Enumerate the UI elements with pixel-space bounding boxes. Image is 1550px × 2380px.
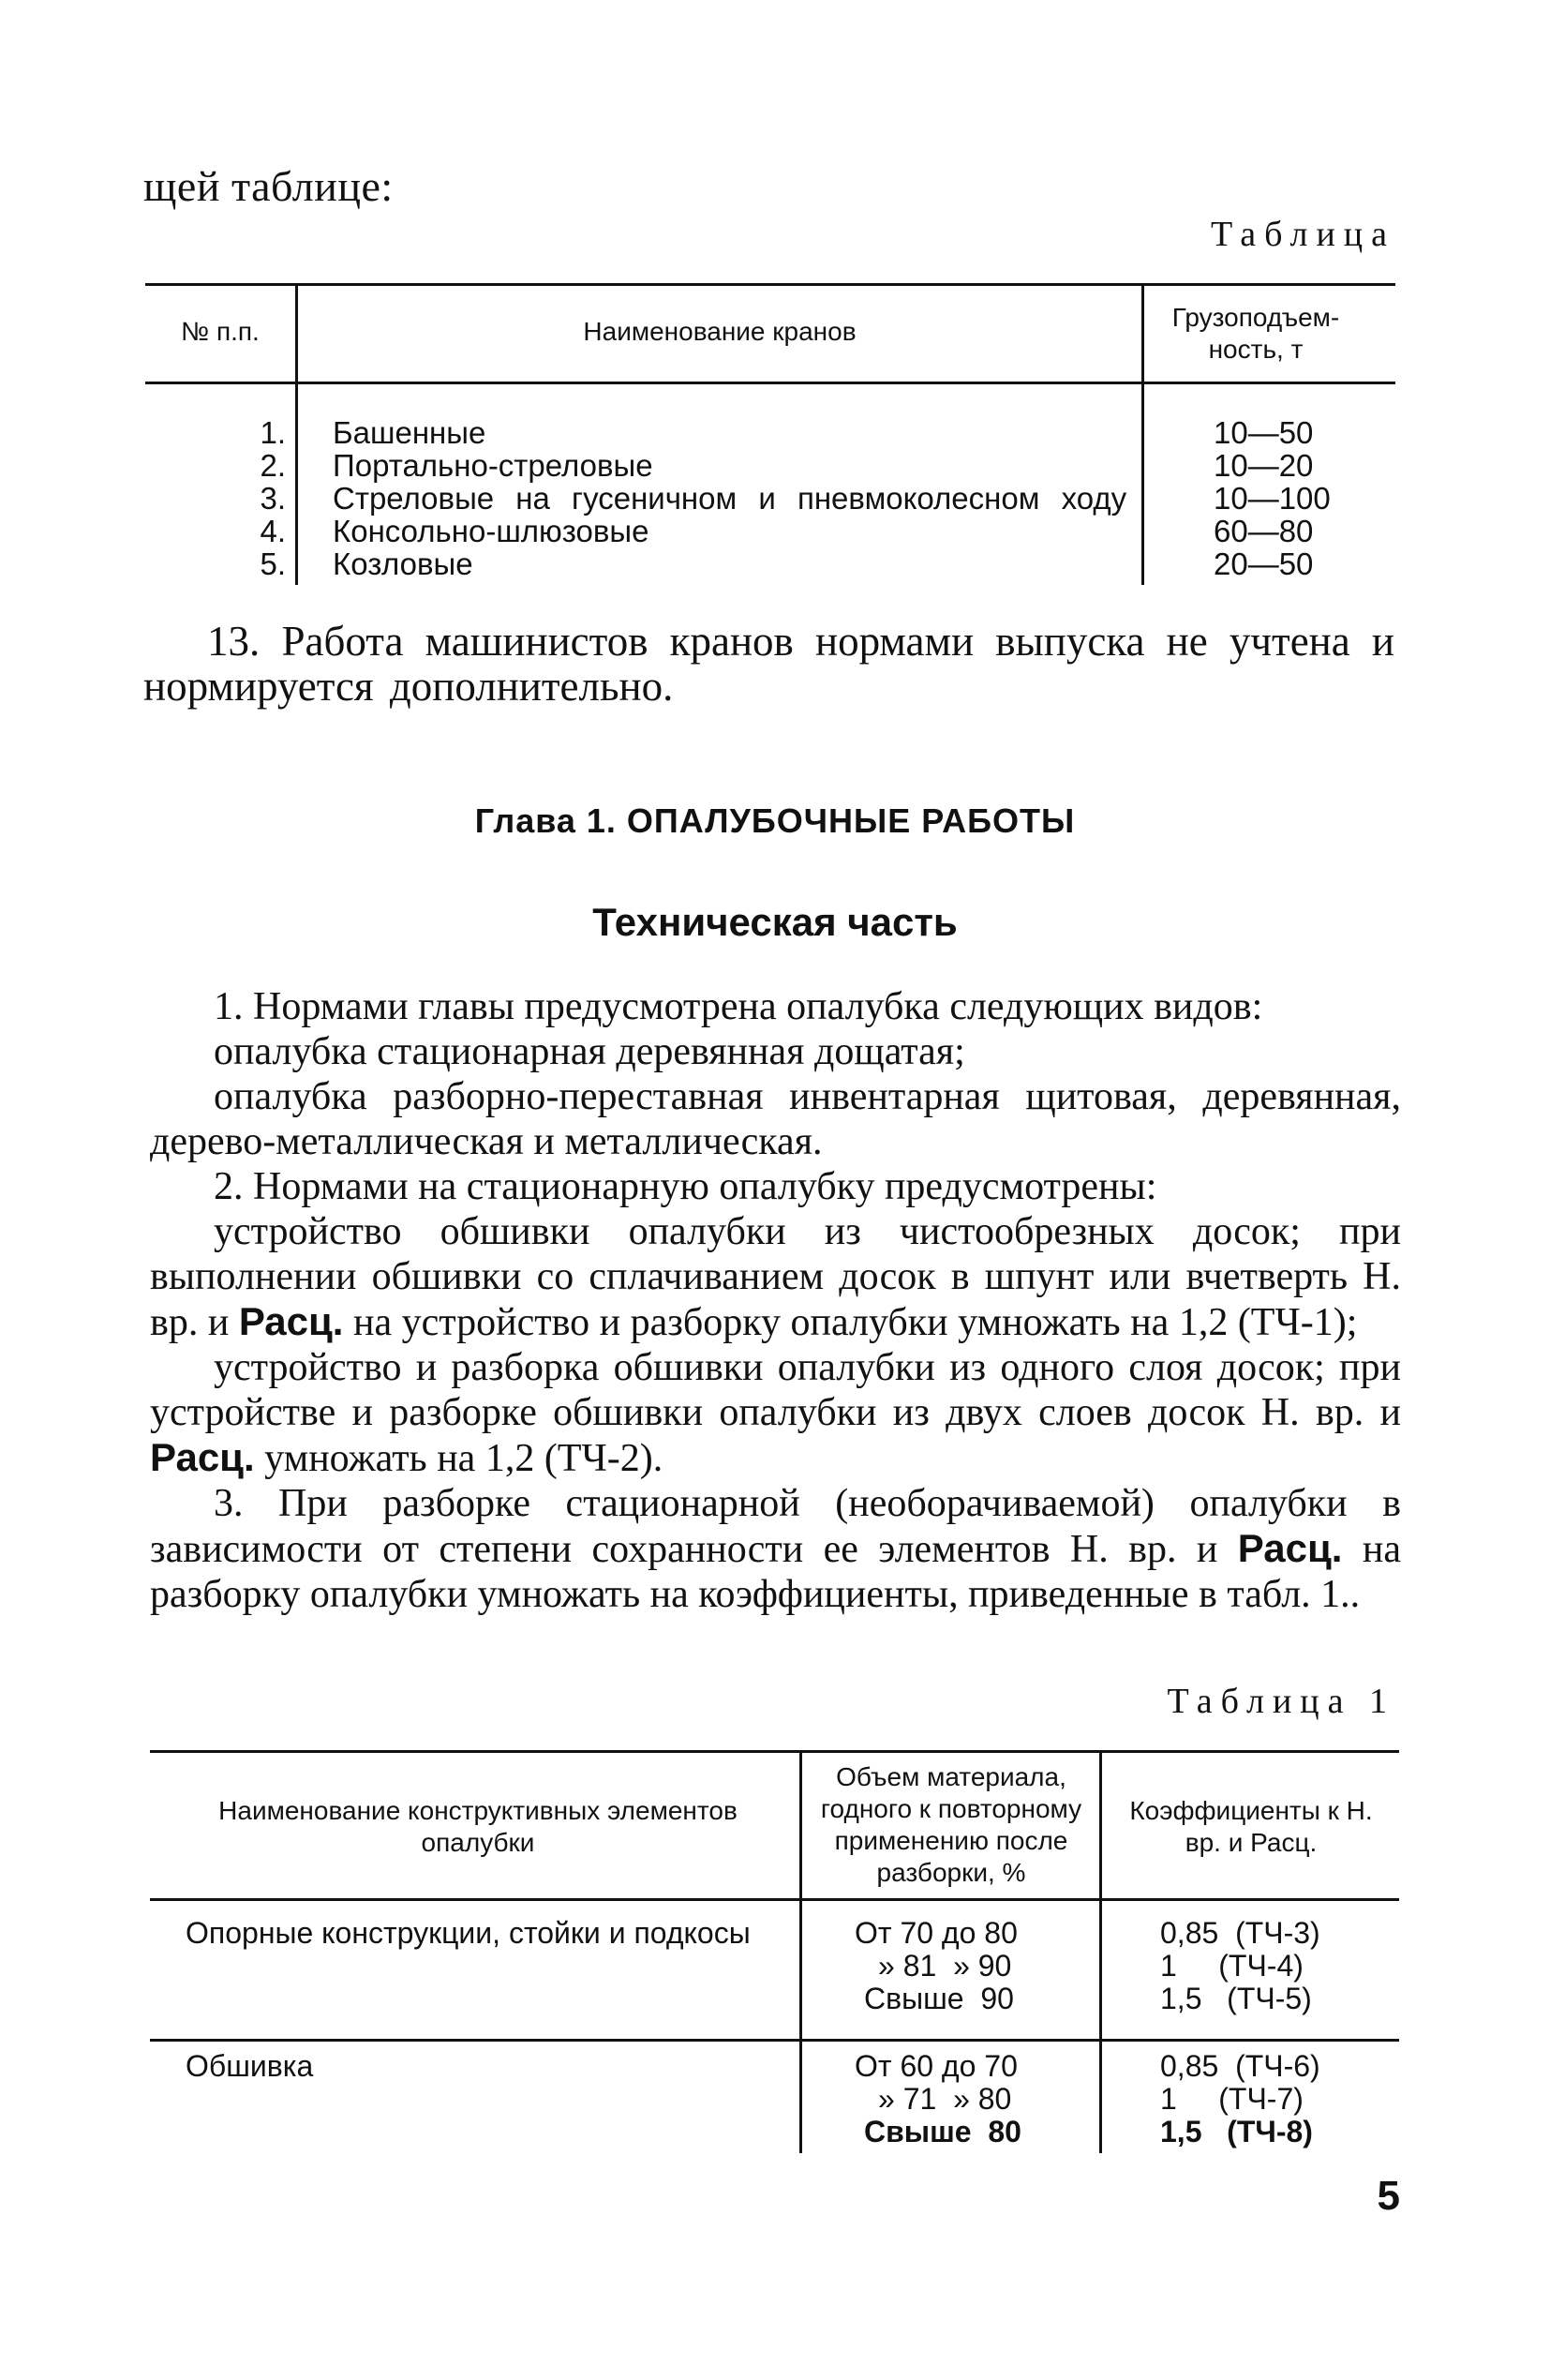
table-rule-top [150,1750,1399,1753]
coef-value: 1 (ТЧ-4) [1160,1949,1304,1983]
coef-value: 0,85 (ТЧ-6) [1160,2049,1320,2083]
coef-value: 1 (ТЧ-7) [1160,2082,1304,2116]
table-rule-top [145,283,1395,286]
row-name: Козловые [333,546,473,581]
text-run: на разборку опалубки умножать на коэффициенты, приведенные в табл. 1.. [150,1528,1401,1616]
num-column [211,416,286,580]
body-paragraph [150,1345,1401,1481]
header-capacity: Грузоподъем-ность, т [1171,303,1340,364]
paragraph-13: 13. Работа машинистов кранов нормами выпуска не учтена и нормируется дополнительно. [143,618,1394,710]
intro-text: щей таблице: [143,162,394,210]
volume-values [855,2050,1021,2148]
row-num: 5. [260,546,286,581]
bold-term: Расц. [1237,1526,1343,1570]
coefficient-table [150,1750,1399,2153]
page-number: 5 [1377,2173,1400,2219]
bold-term: Расц. [150,1435,255,1479]
volume-value: » 71 » 80 [878,2082,1012,2116]
row-capacity: 10—100 [1214,481,1331,516]
body-paragraph [150,1481,1401,1617]
table-rule-header [145,382,1395,384]
row-capacity: 20—50 [1214,546,1314,581]
table1-caption: Таблица 1 [1167,1682,1395,1721]
table-divider [1141,283,1144,585]
coef-values [1160,2050,1320,2148]
crane-table [145,283,1395,592]
body-paragraph: 2. Нормами на стационарную опалубку предусмотрены: [214,1165,1157,1208]
text-run: умножать на 1,2 (ТЧ-2). [254,1437,663,1480]
table-divider [1099,1750,1102,2153]
row-num: 3. [260,481,286,516]
coef-value: 1,5 (ТЧ-5) [1160,1982,1312,2015]
name-column [333,416,1134,580]
header-element: Наименование конструктивных элементов опалубки [218,1796,738,1857]
volume-values [855,1917,1018,2015]
row-num: 1. [260,415,286,450]
row-num: 4. [260,514,286,548]
crane-table-caption: Таблица [1210,215,1395,254]
row-capacity: 10—20 [1214,448,1314,483]
volume-value: От 60 до 70 [855,2049,1018,2083]
header-name: Наименование кранов [583,317,857,346]
row-name: Башенные [333,415,486,450]
body-paragraph [150,1209,1401,1345]
row-capacity: 60—80 [1214,514,1314,548]
technical-part-body [150,984,1401,1617]
chapter-title: Глава 1. ОПАЛУБОЧНЫЕ РАБОТЫ [474,801,1076,840]
body-paragraph: опалубка стационарная деревянная дощатая; [214,1030,965,1073]
row-num: 2. [260,448,286,483]
coef-value: 0,85 (ТЧ-3) [1160,1916,1320,1950]
volume-value: От 70 до 80 [855,1916,1018,1950]
text-run: устройство и разборка обшивки опалубки из одного слоя досок; при устройстве и разборке обшивки опалубки из двух слоев досок Н. вр. и [150,1346,1401,1434]
text-run: на устройство и разборку опалубки умножать на 1,2 (ТЧ-1); [343,1301,1358,1344]
coef-value: 1,5 (ТЧ-8) [1160,2115,1313,2148]
row-name: Консольно-шлюзовые [333,514,649,548]
coef-values [1160,1917,1320,2015]
table-divider [799,1750,802,2153]
section-title: Техническая часть [592,900,958,944]
row-capacity: 10—50 [1214,415,1314,450]
header-coef: Коэффициенты к Н. вр. и Расц. [1129,1796,1373,1857]
header-volume: Объем материала, годного к повторному применению после разборки, % [820,1762,1082,1887]
volume-value: Свыше 80 [864,2115,1021,2148]
table-rule-header [150,1898,1399,1901]
capacity-column [1214,416,1354,580]
body-paragraph: 1. Нормами главы предусмотрена опалубка следующих видов: [214,985,1263,1028]
table-rule-group [150,2039,1399,2042]
volume-value: » 81 » 90 [878,1949,1012,1983]
element-name: Опорные конструкции, стойки и подкосы [186,1916,751,1950]
body-paragraph: опалубка разборно-переставная инвентарная щитовая, деревянная, дерево-металлическая и металлическая. [150,1075,1401,1163]
bold-term: Расц. [238,1299,344,1343]
volume-value: Свыше 90 [864,1982,1014,2015]
row-name: Портально-стреловые [333,448,653,483]
row-name: Стреловые на гусеничном и пневмоколесном ходу [333,481,1127,516]
text-run: 3. При разборке стационарной (необорачиваемой) опалубки в зависимости от степени сохранности ее элементов Н. вр. и [150,1482,1401,1571]
header-num: № п.п. [181,317,260,346]
text-run: устройство обшивки опалубки из чистообрезных досок; при выполнении обшивки со сплачиванием досок в шпунт или вчетверть Н. вр. и [150,1210,1401,1344]
element-name: Обшивка [186,2049,314,2083]
